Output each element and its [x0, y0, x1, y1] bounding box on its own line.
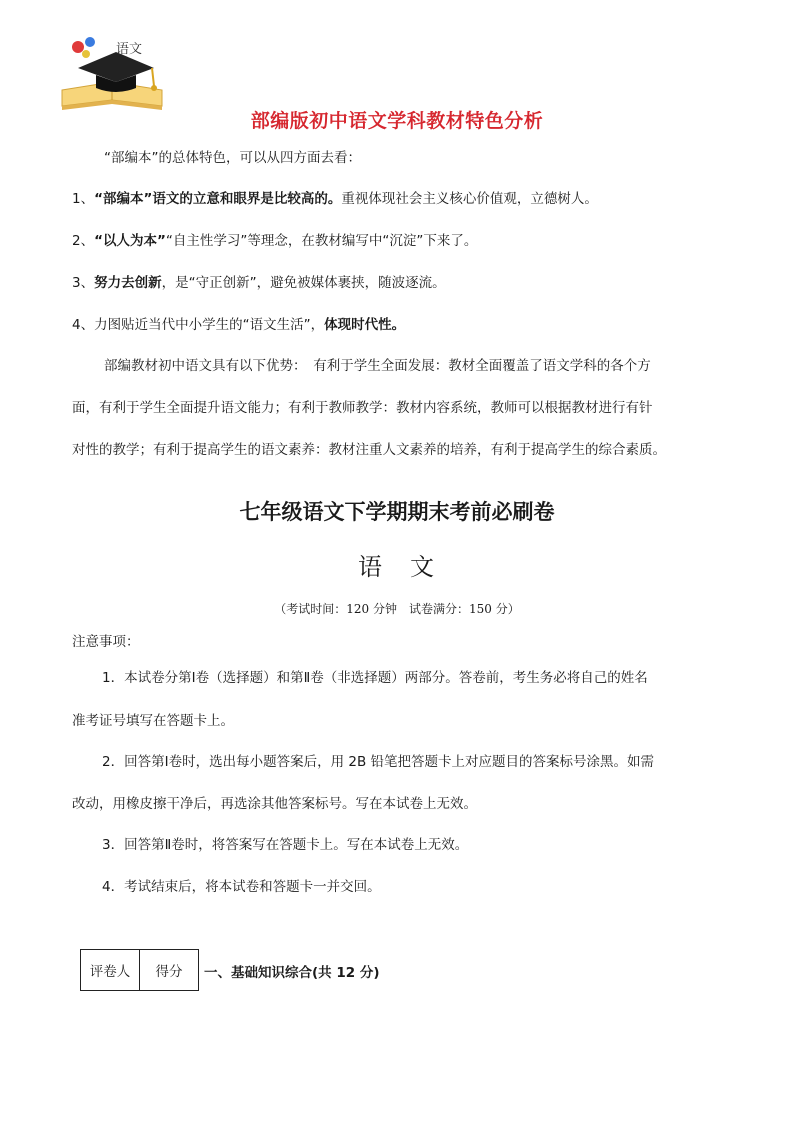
notice-line-5: 3．回答第Ⅱ卷时，将答案写在答题卡上。写在本试卷上无效。 — [102, 837, 469, 853]
notice-line-6: 4．考试结束后，将本试卷和答题卡一并交回。 — [102, 879, 381, 895]
advantages-line-3: 对性的教学；有利于提高学生的语文素养：教材注重人文素养的培养，有利于提高学生的综合素质。 — [72, 442, 666, 458]
notice-line-2: 准考证号填写在答题卡上。 — [72, 713, 234, 729]
exam-title: 七年级语文下学期期末考前必刷卷 — [239, 500, 555, 524]
notice-line-1: 1．本试卷分第Ⅰ卷（选择题）和第Ⅱ卷（非选择题）两部分。答卷前，考生务必将自己的姓名 — [102, 670, 648, 686]
point-text: 力图贴近当代中小学生的“语文生活”， — [94, 317, 325, 333]
advantages-line-1: 部编教材初中语文具有以下优势： 有利于学生全面发展：教材全面覆盖了语文学科的各个方 — [104, 358, 651, 374]
analysis-point-1 — [72, 189, 598, 209]
point-prefix: 3、 — [72, 275, 95, 291]
point-text: “自主性学习”等理念，在教材编写中“沉淀”下来了。 — [165, 233, 478, 249]
graduation-cap-icon — [56, 30, 172, 118]
point-bold: “部编本”语文的立意和眼界是比较高的。 — [94, 191, 342, 207]
point-text: 重视体现社会主义核心价值观，立德树人。 — [341, 191, 598, 207]
notice-line-3: 2．回答第Ⅰ卷时，选出每小题答案后，用 2B 铅笔把答题卡上对应题目的答案标号涂黑。如需 — [102, 754, 655, 770]
analysis-point-3 — [72, 273, 446, 293]
notice-label: 注意事项： — [72, 634, 140, 650]
point-prefix: 1、 — [72, 191, 95, 207]
analysis-point-2 — [72, 231, 477, 251]
score-cell: 得分 — [140, 950, 199, 991]
exam-info: （考试时间：120 分钟 试卷满分：150 分） — [274, 602, 520, 616]
point-prefix: 2、 — [72, 233, 95, 249]
analysis-point-4 — [72, 315, 405, 335]
score-table — [80, 949, 199, 991]
point-bold: “以人为本” — [94, 233, 166, 249]
point-text: ，是“守正创新”，避免被媒体裹挟，随波逐流。 — [161, 275, 446, 291]
grader-cell: 评卷人 — [81, 950, 140, 991]
notice-line-4: 改动，用橡皮擦干净后，再选涂其他答案标号。写在本试卷上无效。 — [72, 796, 477, 812]
advantages-line-2: 面，有利于学生全面提升语文能力；有利于教师教学：教材内容系统，教师可以根据教材进行有针 — [72, 400, 653, 416]
logo-text: 语文 — [116, 42, 143, 57]
analysis-title: 部编版初中语文学科教材特色分析 — [250, 110, 544, 132]
exam-subject: 语 文 — [358, 553, 436, 581]
point-prefix: 4、 — [72, 317, 95, 333]
logo — [56, 30, 172, 118]
section-one-heading: 一、基础知识综合(共 12 分) — [204, 965, 380, 981]
point-bold: 努力去创新 — [94, 275, 162, 291]
analysis-intro: “部编本”的总体特色，可以从四方面去看： — [104, 150, 361, 166]
point-bold: 体现时代性。 — [324, 317, 406, 333]
